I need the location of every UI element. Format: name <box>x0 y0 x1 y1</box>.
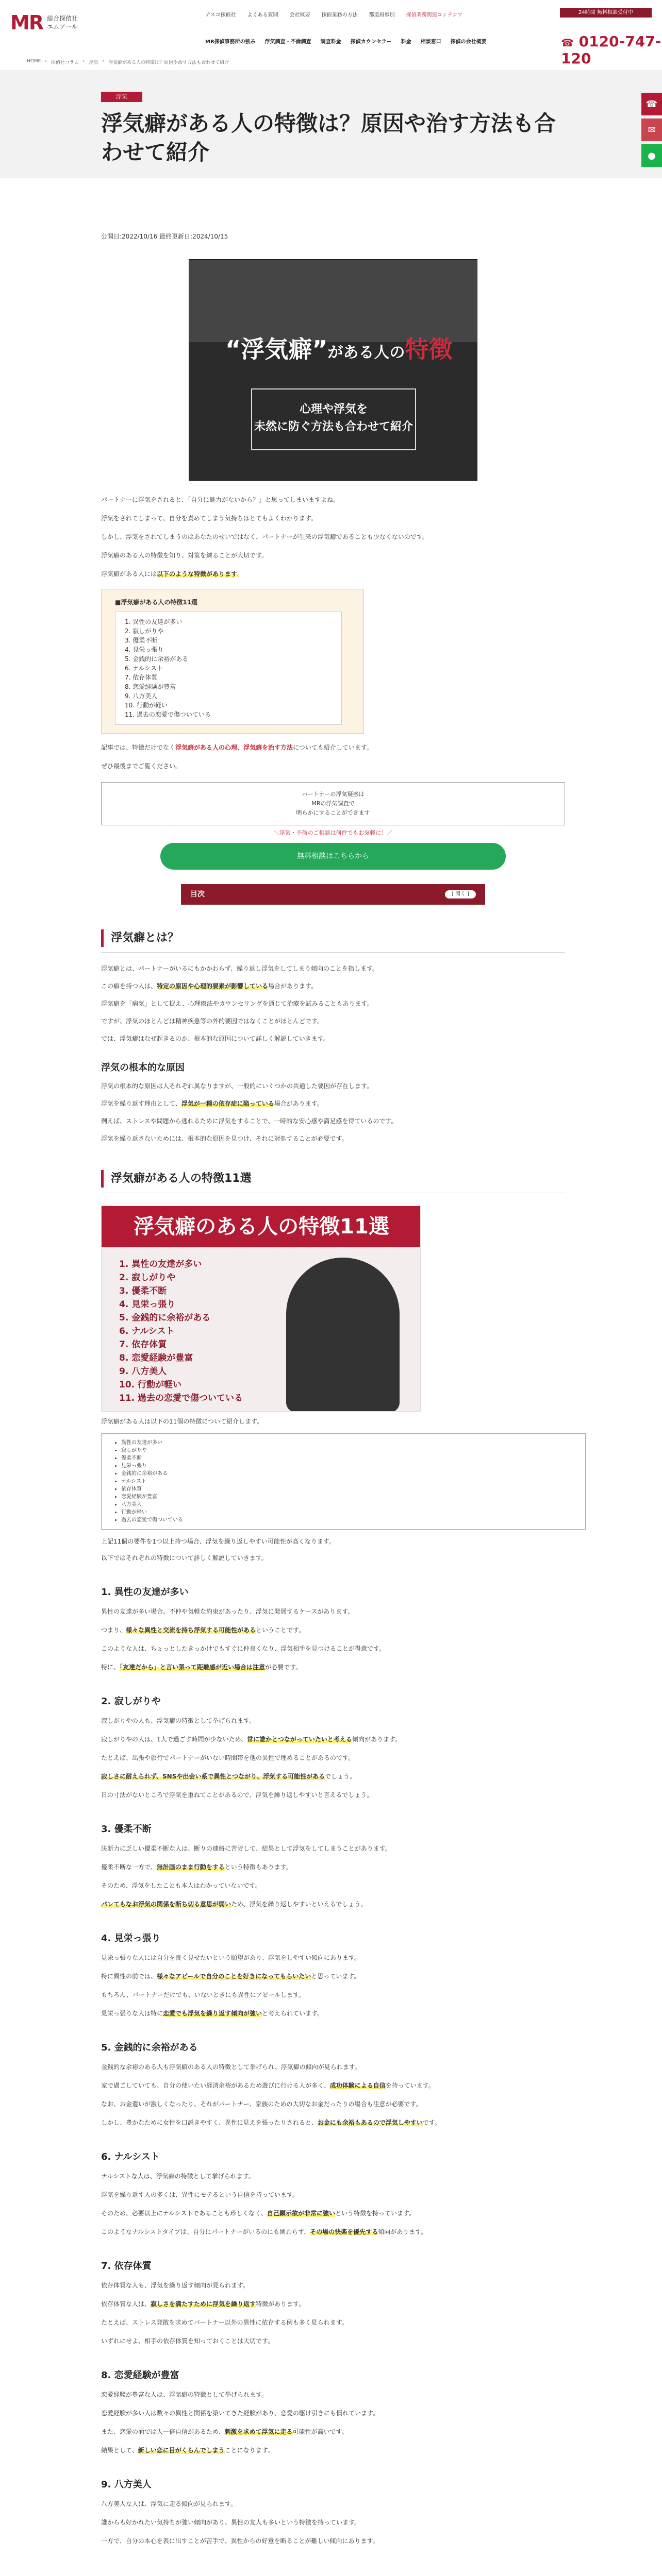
features-box-item: 4. 見栄っ張り <box>125 646 164 653</box>
subsection-paragraph <box>101 1714 565 1727</box>
para-pre: 浮気を繰り返す人の多くは、異性にモテるという自信を持っています。 <box>101 2191 299 2198</box>
para-pre: つまり、 <box>101 1626 126 1634</box>
cta-line2: MRの浮気調査で <box>311 800 355 807</box>
para-post: でしょう。 <box>325 1773 356 1780</box>
s1-p2-pre: この癖を持つ人は、 <box>101 982 157 990</box>
s1-p3: 浮気癖を「病気」として捉え、心理療法やカウンセリングを通じて治療を試みることもあります。 <box>101 1000 373 1007</box>
para-post: 特徴があります。 <box>256 2300 305 2308</box>
subsection-heading: 8. 恋愛経験が豊富 <box>101 2370 179 2381</box>
subsection-paragraph <box>101 1970 565 1983</box>
breadcrumb-sep: › <box>45 59 47 64</box>
s1a-p3: 例えば、ストレスや問題から逃れるために浮気をすることで、一時的な安心感や満足感を得ているのです。 <box>101 1117 398 1125</box>
s1-p2 <box>101 979 565 993</box>
subsection-paragraph <box>101 2425 565 2438</box>
feature-subsection <box>101 2150 565 2239</box>
para-pre: 優柔不断な一方で、 <box>101 1863 157 1871</box>
eyecatch-bg <box>189 260 477 342</box>
features-image-item: 2. 寂しがりや <box>119 1273 176 1283</box>
features-box-item: 10. 行動が軽い <box>125 702 168 709</box>
feature-bullet: • ナルシスト <box>121 1478 575 1485</box>
para-pre: 異性の友達が多い場合、不仲や気軽な約束があったり、浮気に発展するケースがあります。 <box>101 1608 354 1615</box>
features-image-item: 8. 恋愛経験が豊富 <box>119 1353 193 1363</box>
after-box-post: についても紹介しています。 <box>293 744 373 751</box>
breadcrumb-current: 浮気癖がある人の特徴は？原因や治す方法も合わせて紹介 <box>108 60 229 65</box>
subsection-paragraph <box>101 2316 565 2329</box>
features-bullet-list <box>101 1433 586 1530</box>
para-hl: 自己顕示欲が非常に強い <box>267 2210 336 2217</box>
intro-p5: 浮気癖がある人には以下のような特徴があります。 <box>101 570 244 578</box>
s1a-p2-pre: 浮気を繰り返す理由として、 <box>101 1100 181 1107</box>
features-image-item: 4. 見栄っ張り <box>119 1299 176 1310</box>
feature-bullet: • 見栄っ張り <box>121 1462 575 1470</box>
feature-bullet: • 恋愛経験が豊富 <box>121 1493 575 1501</box>
toc-label: 目次 <box>190 890 205 899</box>
s1-p5: では、浮気癖はなぜ起きるのか、根本的な原因について詳しく解説していきます。 <box>101 1035 329 1042</box>
subsection-paragraph <box>101 1988 565 2002</box>
para-pre: もちろん、パートナーだけでも、いないときにも異性にアピールします。 <box>101 1991 305 1998</box>
heading-underline <box>101 952 565 953</box>
features-box-item: 9. 八方美人 <box>125 692 158 700</box>
features-image-item: 7. 依存体質 <box>119 1340 167 1350</box>
site-logo[interactable] <box>10 11 78 34</box>
utility-link[interactable]: 会社概要 <box>289 12 310 18</box>
feature-bullet: • 依存体質 <box>121 1485 575 1493</box>
logo-text <box>47 14 78 31</box>
main-nav <box>205 37 487 45</box>
subsection-paragraph <box>101 1842 565 1855</box>
subsection-paragraph <box>101 1951 565 1964</box>
s1-p4: ですが、浮気のほとんどは精神疾患等の外的要因ではなくことがほとんどです。 <box>101 1018 324 1025</box>
s2-after1: 上記11個の要件を1つ以上持つ場合、浮気を繰り返しやすい可能性が高くなります。 <box>101 1538 335 1545</box>
eyecatch-wrap <box>101 241 565 488</box>
para-pre: そのため、浮気をしたことも本人はわかっていないです。 <box>101 1882 261 1889</box>
subsection-heading: 4. 見栄っ張り <box>101 1933 161 1944</box>
feature-subsection <box>101 2368 565 2457</box>
eyecatch-image <box>189 259 477 481</box>
para-hl: 寂しさに耐えられず、SNSや出会い系で異性とつながり、浮気する可能性がある <box>101 1773 325 1780</box>
page-title: 浮気癖がある人の特徴は？原因や治す方法も合わせて紹介 <box>101 111 556 165</box>
features-image-item: 3. 優柔不断 <box>119 1286 167 1296</box>
para-pre: いずれにせよ、相手の依存体質を知っておくことは大切です。 <box>101 2337 274 2345</box>
s2-after2: 以下ではそれぞれの特徴について詳しく解説していきます。 <box>101 1554 268 1562</box>
features-box-item: 2. 寂しがりや <box>125 628 164 635</box>
para-pre: 一方で、自分の本心を表に出すことが苦手で、異性からの好意を断ることが難しい傾向にあります。 <box>101 2537 379 2545</box>
para-post: ということです。 <box>256 1626 305 1634</box>
feature-subsection <box>101 2041 565 2129</box>
para-pre: たとえば、出張や旅行でパートナーがいない時間帯を他の異性で埋めることがあるのです。 <box>101 1754 355 1761</box>
feature-bullet: • 金銭的に余裕がある <box>121 1470 575 1478</box>
para-post: という特徴もあります。 <box>224 1863 292 1871</box>
mail-icon[interactable]: ✉ <box>641 118 662 141</box>
article <box>101 232 565 2548</box>
subsection-paragraph <box>101 1860 565 1874</box>
side-contact-rail <box>641 93 662 170</box>
para-pre: 依存体質な人も、浮気を繰り返す傾向が見られます。 <box>101 2282 250 2289</box>
features-image-item: 9. 八方美人 <box>119 1366 167 1377</box>
utility-link[interactable]: 都道府県別 <box>369 12 395 18</box>
para-post: を持っています。 <box>385 2082 435 2089</box>
para-pre: 家で過ごしていても、自分の使いたい経済余裕があるため遊びに行ける人が多く、 <box>101 2082 330 2089</box>
eyecatch-title-red: 特徴 <box>405 335 453 363</box>
section-features <box>101 1170 565 1565</box>
subsection-paragraph <box>101 2279 565 2292</box>
para-post: 傾向があります。 <box>378 2228 427 2235</box>
features-image <box>101 1206 421 1412</box>
features-box-item: 5. 金銭的に余裕がある <box>125 655 189 663</box>
para-hl: パレてもなお浮気の関係を断ち切る意思が弱い <box>101 1901 231 1908</box>
features-image-item: 10. 行動が軽い <box>119 1380 182 1390</box>
features-box-item: 11. 過去の恋愛で傷ついている <box>125 711 211 718</box>
para-pre: そのため、必要以上にナルシストであることも珍しくなく、 <box>101 2210 268 2217</box>
s2-lead: 浮気癖がある人は以下の11個の特徴について紹介します。 <box>101 1418 263 1425</box>
cta-note: ＼浮気・不倫のご相談は何件でもお気軽に！／ <box>273 829 393 836</box>
para-pre: たとえば、ストレス発散を求めてパートナー以外の異性に依存する例も多く見られます。 <box>101 2319 348 2326</box>
features-box-item: 7. 依存体質 <box>125 674 158 681</box>
phone-icon[interactable]: ☎ <box>641 93 662 115</box>
feature-bullet: • 行動が軽い <box>121 1509 575 1516</box>
para-post: 傾向があります。 <box>352 1736 401 1743</box>
subsection-heading: 9. 八方美人 <box>101 2479 152 2490</box>
subsection-heading: 3. 優柔不断 <box>101 1824 152 1835</box>
cta-line1: パートナーの浮気疑惑は <box>302 791 365 798</box>
eyecatch-subtitle-box <box>251 388 416 450</box>
para-hl: 「友達だから」と言い張って距離感が近い場合は注意 <box>120 1664 266 1671</box>
s1a-p2-hl: 浮気が一種の依存症に陥っている <box>181 1100 274 1107</box>
para-pre: しかし、豊かなために女性を口説きやすく、異性に見えを張ったりされると、 <box>101 2119 318 2126</box>
para-post: という特徴を持っています。 <box>335 2210 416 2217</box>
para-post: です。 <box>422 2119 441 2126</box>
para-hl: 成功体験による自信 <box>329 2082 386 2089</box>
para-hl: 刺激を求めて浮気に走る <box>224 2428 293 2435</box>
subsection-paragraph <box>101 1660 565 1674</box>
para-pre: 寂しがりやの人は、1人で過ごす時間が少ないため、 <box>101 1736 247 1743</box>
breadcrumb-item[interactable]: 浮気 <box>89 60 98 65</box>
features-box-item: 1. 異性の友達が多い <box>125 618 183 625</box>
eyecatch-line2: 未然に防ぐ方法も合わせて紹介 <box>254 420 413 433</box>
features-image-item: 5. 金銭的に余裕がある <box>119 1313 211 1323</box>
para-pre: このような人は、ちょっとしたきっかけでもすぐに仲良くなり、浮気相手を見つけることが得意です。 <box>101 1645 386 1652</box>
subsection-paragraph <box>101 2116 565 2129</box>
subsection-heading: 2. 寂しがりや <box>101 1696 161 1707</box>
s1a-p4: 浮気を繰り返さないためには、根本的な原因を見つけ、それに対処することが必要です。 <box>101 1135 348 1142</box>
subsection-paragraph <box>101 2388 565 2401</box>
para-pre: 八方美人な人は、浮気に走る傾向が見られます。 <box>101 2500 237 2507</box>
feature-subsection <box>101 2478 565 2548</box>
feature-subsection <box>101 1822 565 1911</box>
subsection-heading: 5. 金銭的に余裕がある <box>101 2042 198 2053</box>
nav-item[interactable]: 探偵の会社概要 <box>450 39 487 45</box>
nav-item[interactable]: 料金 <box>401 39 411 45</box>
subsection-paragraph <box>101 2170 565 2183</box>
nav-item[interactable]: 浮気調査・不倫調査 <box>264 39 311 45</box>
para-hl: 新しい恋に目がくらんでしまう <box>138 2447 225 2454</box>
para-pre: 依存体質な人は、 <box>101 2300 151 2308</box>
utility-link[interactable]: テスコ探偵社 <box>205 12 236 18</box>
subsection-heading: 6. ナルシスト <box>101 2151 160 2162</box>
article-dates: 公開日:2022/10/16 最終更新日:2024/10/15 <box>101 233 228 240</box>
breadcrumb-sep: › <box>102 59 105 64</box>
section-heading: 浮気癖がある人の特徴11選 <box>101 1170 565 1188</box>
para-pre: なお、お金遣いが激しくなったり、それがパートナー、家族のための大切なお金だったりの場合も注意が必要です。 <box>101 2100 422 2108</box>
intro-p1: パートナーに浮気をされると、「自分に魅力がないから？」と思ってしまいますよね。 <box>101 496 340 503</box>
para-post: ことになります。 <box>224 2447 274 2454</box>
subsection-paragraph <box>101 1788 565 1802</box>
nav-item[interactable]: 探偵カウンセラー <box>350 39 392 45</box>
feature-subsection <box>101 1585 565 1674</box>
eyecatch-title: “浮気癖”がある人の特徴 <box>225 335 453 363</box>
nav-item[interactable]: 調査料金 <box>320 39 341 45</box>
s1a-p2 <box>101 1097 565 1110</box>
subsection-paragraph <box>101 1770 565 1783</box>
subsection-paragraph <box>101 2516 565 2529</box>
intro-p3: しかし、浮気をされてしまうのはあなたのせいではなく、パートナーが生来の浮気癖であることも少なくないのです。 <box>101 533 428 540</box>
after-box-pre: 記事では、特徴だけでなく <box>101 744 176 751</box>
header-phone[interactable] <box>561 33 662 67</box>
para-pre: ナルシストな人は、浮気癖の特徴として挙げられます。 <box>101 2173 255 2180</box>
features-image-title: 浮気癖のある人の特徴11選 <box>102 1206 421 1247</box>
para-hl: その場の快楽を優先する <box>310 2228 378 2235</box>
s1a-p1: 浮気の根本的な原因は人それぞれ異なりますが、一般的にいくつかの共通した要因が存在します。 <box>101 1082 373 1090</box>
subsection-paragraph <box>101 1897 565 1911</box>
s1-p2-post: 場合があります。 <box>268 982 318 990</box>
subsection-paragraph <box>101 2079 565 2092</box>
logo-mark: MR <box>10 11 43 34</box>
subsection-paragraph <box>101 2444 565 2457</box>
subsection-paragraph <box>101 1733 565 1746</box>
features-box-item: 3. 優柔不断 <box>125 637 158 644</box>
breadcrumb <box>27 59 229 65</box>
feature-bullet: • 過去の恋愛で傷ついている <box>121 1516 575 1524</box>
intro-highlight: 以下のような特徴があります <box>157 570 238 578</box>
breadcrumb-item[interactable]: HOME <box>27 59 41 64</box>
para-hl: 様々なアピールで自分のことを好きになってもらいたい <box>157 1973 311 1980</box>
subsection-paragraph <box>101 2060 565 2074</box>
free-consult-badge: 24時間 無料相談受付中 <box>560 8 652 18</box>
features-image-item: 6. ナルシスト <box>119 1326 175 1336</box>
para-pre: 金銭的な余裕のある人も浮気癖のある人の特徴として挙げられ、浮気癖の傾向が見られます。 <box>101 2063 361 2071</box>
category-tag[interactable]: 浮気 <box>101 92 142 102</box>
intro-p4: 浮気癖のある人の特徴を知り、対策を練ることが大切です。 <box>101 552 268 559</box>
para-hl: 寂しさを満たすために浮気を繰り返す <box>151 2300 256 2308</box>
eyecatch-quote-word: 浮気癖 <box>241 335 312 363</box>
features-box-item: 6. ナルシスト <box>125 665 163 672</box>
para-post: が必要です。 <box>265 1664 302 1671</box>
couple-silhouette <box>286 1258 400 1412</box>
feature-subsections <box>101 1585 565 2548</box>
para-pre: このようなナルシストタイプは、自分にパートナーがいるのにも関わらず、 <box>101 2228 310 2235</box>
subsection-heading: 浮気の根本的な原因 <box>101 1062 185 1073</box>
intro-p2: 浮気をされてしまって、自分を責めてしまう気持ちはとてもよくわかります。 <box>101 515 317 522</box>
para-post: ため、浮気を繰り返しやすいといえるでしょう。 <box>231 1901 367 1908</box>
utility-link[interactable]: よくある質問 <box>247 12 278 18</box>
features-box-item: 8. 恋愛経験が豊富 <box>125 683 176 690</box>
after-box-p1 <box>101 741 565 754</box>
eyecatch-line1: 心理や浮気を <box>299 403 368 416</box>
para-pre: 特に、 <box>101 1664 120 1671</box>
subsection-paragraph <box>101 2497 565 2511</box>
subsection-paragraph <box>101 2188 565 2201</box>
subsection-paragraph <box>101 1751 565 1765</box>
intro-lead: 浮気癖がある人には <box>101 570 157 578</box>
utility-nav <box>205 10 462 18</box>
toc-toggle-button[interactable]: [ 開く ] <box>445 890 476 899</box>
feature-bullet: • 寂しがりや <box>121 1447 575 1454</box>
phone-number: 0120-747-120 <box>561 33 661 67</box>
subsection-paragraph <box>101 2207 565 2220</box>
subsection-paragraph <box>101 2225 565 2239</box>
s1a-p2-post: 場合があります。 <box>274 1100 323 1107</box>
phone-icon: ☎ <box>561 37 574 49</box>
eyecatch-title-rest: がある人の <box>327 344 405 362</box>
subsection-paragraph <box>101 2334 565 2348</box>
feature-subsection <box>101 2259 565 2348</box>
free-consult-button[interactable]: 無料相談はこちらから <box>160 843 506 870</box>
feature-subsection <box>101 1694 565 1802</box>
logo-line2: エムアール <box>47 23 78 30</box>
para-hl: 常に誰かとつながっていたいと考える <box>247 1736 352 1743</box>
after-box-red: 浮気癖がある人の心理、浮気癖を治す方法 <box>175 744 293 751</box>
para-pre: 恋愛経験が豊富な人は、浮気癖の特徴として挙げられます。 <box>101 2391 268 2398</box>
section-what <box>101 929 565 1145</box>
line-icon[interactable]: ● <box>641 144 662 167</box>
para-pre: 誰からも好かれたい気持ちが強い傾向があり、異性の友人も多いという特徴を持っています。 <box>101 2519 361 2526</box>
feature-bullet: • 八方美人 <box>121 1501 575 1509</box>
cta-line3: 明らかにすることができます <box>296 809 370 816</box>
features-box-title: ■浮気癖がある人の特徴11選 <box>115 599 198 606</box>
para-pre: 見栄っ張りな人は特に <box>101 2010 163 2017</box>
para-pre: 結果として、 <box>101 2447 138 2454</box>
feature-subsection <box>101 1931 565 2020</box>
para-pre: 特に異性の前では、 <box>101 1973 157 1980</box>
nav-item[interactable]: MR探偵事務所の強み <box>205 39 256 45</box>
para-hl: 無計画のまま行動をする <box>156 1863 225 1871</box>
features-summary-box <box>101 589 364 734</box>
para-pre: また、恋愛の面では人一倍自信があるため、 <box>101 2428 225 2435</box>
subsection-paragraph <box>101 1642 565 1655</box>
table-of-contents[interactable] <box>181 884 485 905</box>
para-pre: 見栄っ張りな人には自分を良く見せたいという願望があり、浮気をしやすい傾向にあります。 <box>101 1954 361 1961</box>
nav-item[interactable]: 相談窓口 <box>420 39 441 45</box>
subsection-heading: 1. 異性の友達が多い <box>101 1587 189 1598</box>
para-post: と考えられています。 <box>262 2010 324 2017</box>
feature-bullet: • 優柔不断 <box>121 1454 575 1462</box>
s1-p1: 浮気癖とは、パートナーがいるにもかかわらず、繰り返し浮気をしてしまう傾向のことを指します。 <box>101 965 379 972</box>
features-box-list <box>115 612 342 725</box>
logo-line1: 総合探偵社 <box>47 15 78 22</box>
para-hl: お金にも余裕もあるので浮気しやすい <box>317 2119 423 2126</box>
after-box-p2: ぜひ最後までご覧ください。 <box>101 762 182 770</box>
feature-bullet: • 異性の友達が多い <box>121 1439 575 1447</box>
para-pre: 恋愛経験が多い人は数々の異性と関係を築いてきた経験があり、恋愛の駆け引きにも慣れています。 <box>101 2410 379 2417</box>
section-heading: 浮気癖とは？ <box>101 929 565 947</box>
para-post: 可能性が高いです。 <box>292 2428 348 2435</box>
para-pre: 日の寸法がないところで浮気を重ねてことがあるので、浮気を繰り返しやすいと言えるでしょう。 <box>101 1791 373 1799</box>
utility-link-contents[interactable]: 探偵業務関連コンテンツ <box>406 12 463 18</box>
subsection-paragraph <box>101 2297 565 2311</box>
features-image-item: 11. 過去の恋愛で傷ついている <box>119 1393 243 1403</box>
subsection-paragraph <box>101 2097 565 2111</box>
para-hl: 様々な異性と交流を持ち浮気する可能性がある <box>126 1626 256 1634</box>
utility-link[interactable]: 探偵業務の方法 <box>321 12 358 18</box>
subsection-paragraph <box>101 2007 565 2020</box>
breadcrumb-item[interactable]: 探偵社コラム <box>51 60 79 65</box>
para-pre: 寂しがりやの人も、浮気癖の特徴として挙げられます。 <box>101 1717 256 1724</box>
subsection-paragraph <box>101 1605 565 1618</box>
subsection-paragraph <box>101 1879 565 1892</box>
subsection-heading: 7. 依存体質 <box>101 2261 152 2272</box>
para-post: と思っています。 <box>311 1973 360 1980</box>
subsection-paragraph <box>101 1623 565 1637</box>
subsection-paragraph <box>101 2406 565 2420</box>
features-image-item: 1. 異性の友達が多い <box>119 1259 202 1269</box>
s1-p2-hl: 特定の原因や心理的要素が影響している <box>157 982 269 990</box>
cta-box <box>101 782 565 825</box>
para-hl: 恋愛でも浮気を繰り返す傾向が強い <box>163 2010 262 2017</box>
subsection-paragraph <box>101 2534 565 2548</box>
breadcrumb-sep: › <box>82 59 85 64</box>
features-image-list <box>119 1258 243 1405</box>
para-pre: 決断力に乏しい優柔不断な人は、断りの連絡に苦労して、結果として浮気をしてしまうことがあります。 <box>101 1845 391 1852</box>
